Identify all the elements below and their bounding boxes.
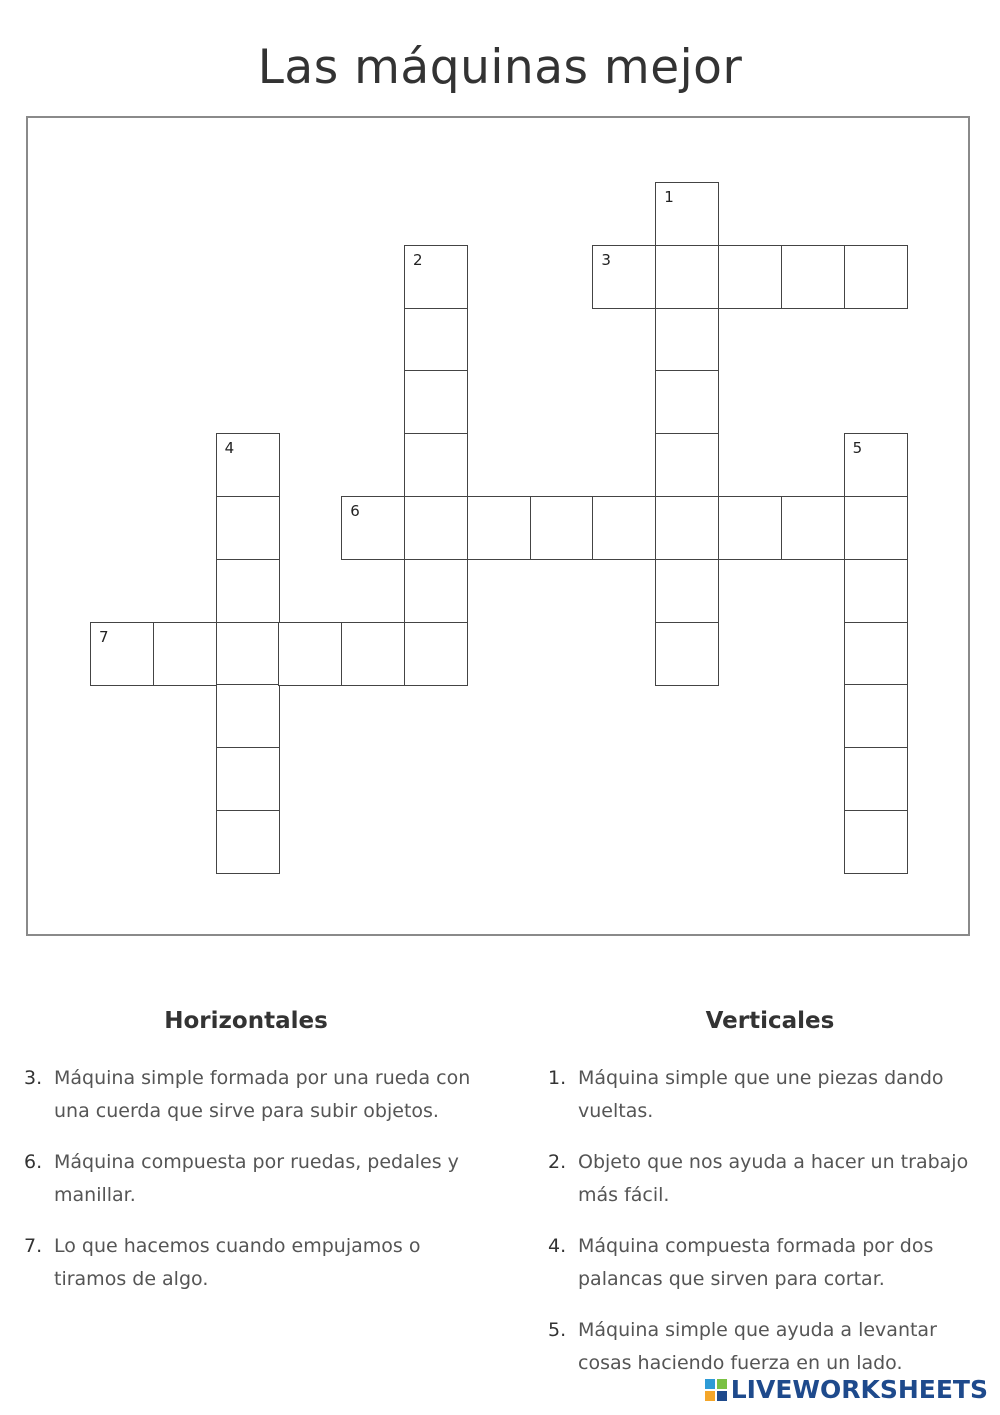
crossword-cell[interactable]	[404, 433, 468, 497]
clue-down-4	[548, 1230, 978, 1296]
clue-number: 7.	[24, 1235, 43, 1257]
cell-number: 1	[664, 188, 674, 206]
crossword-cell[interactable]	[90, 622, 154, 686]
crossword-cell[interactable]	[404, 370, 468, 434]
crossword-cell[interactable]	[781, 496, 845, 560]
crossword-letter-input[interactable]	[405, 371, 467, 433]
crossword-cell[interactable]	[404, 559, 468, 623]
crossword-cell[interactable]	[718, 496, 782, 560]
crossword-letter-input[interactable]	[405, 246, 467, 308]
crossword-cell[interactable]	[404, 496, 468, 560]
clue-number: 1.	[548, 1067, 567, 1089]
crossword-cell[interactable]	[655, 559, 719, 623]
horizontales-clue-list	[24, 1062, 474, 1314]
crossword-letter-input[interactable]	[217, 497, 279, 559]
crossword-cell[interactable]	[278, 622, 342, 686]
horizontales-heading: Horizontales	[164, 1008, 328, 1034]
crossword-cell[interactable]	[655, 308, 719, 372]
crossword-board	[26, 116, 970, 936]
crossword-cell[interactable]	[655, 182, 719, 246]
cell-number: 7	[99, 627, 109, 646]
crossword-letter-input[interactable]	[91, 623, 153, 685]
crossword-letter-input[interactable]	[656, 560, 718, 622]
crossword-letter-input[interactable]	[217, 685, 279, 747]
crossword-cell[interactable]	[844, 433, 908, 497]
crossword-cell[interactable]	[341, 622, 405, 686]
crossword-cell[interactable]	[404, 308, 468, 372]
crossword-letter-input[interactable]	[845, 434, 907, 496]
liveworksheets-logo-icon	[705, 1379, 727, 1401]
crossword-letter-input[interactable]	[656, 434, 718, 496]
crossword-cell[interactable]	[844, 622, 908, 686]
cell-number: 2	[413, 250, 423, 269]
crossword-cell[interactable]	[216, 622, 280, 686]
crossword-letter-input[interactable]	[845, 246, 907, 308]
clue-text: Máquina compuesta por ruedas, pedales y manillar.	[54, 1151, 459, 1206]
crossword-letter-input[interactable]	[719, 246, 781, 308]
crossword-cell[interactable]	[844, 559, 908, 623]
crossword-letter-input[interactable]	[405, 434, 467, 496]
crossword-letter-input[interactable]	[531, 497, 593, 559]
clue-across-6	[24, 1146, 474, 1212]
crossword-cell[interactable]	[592, 496, 656, 560]
cell-number: 5	[852, 439, 863, 458]
crossword-letter-input[interactable]	[656, 623, 718, 685]
crossword-letter-input[interactable]	[719, 497, 781, 559]
clue-across-7	[24, 1230, 474, 1296]
cell-number: 3	[601, 250, 611, 269]
crossword-letter-input[interactable]	[217, 748, 279, 810]
liveworksheets-brand	[705, 1375, 988, 1404]
crossword-letter-input[interactable]	[656, 497, 718, 559]
crossword-letter-input[interactable]	[656, 371, 718, 433]
crossword-cell[interactable]	[718, 245, 782, 309]
crossword-cell[interactable]	[655, 245, 719, 309]
crossword-cell[interactable]	[530, 496, 594, 560]
clue-down-2	[548, 1146, 978, 1212]
crossword-letter-input[interactable]	[593, 246, 655, 308]
crossword-letter-input[interactable]	[405, 497, 467, 559]
crossword-cell[interactable]	[655, 370, 719, 434]
verticales-heading: Verticales	[705, 1008, 835, 1034]
crossword-cell[interactable]	[592, 245, 656, 309]
crossword-cell[interactable]	[844, 747, 908, 811]
crossword-cell[interactable]	[844, 245, 908, 309]
crossword-letter-input[interactable]	[217, 434, 279, 496]
crossword-cell[interactable]	[404, 245, 468, 309]
clue-number: 5.	[548, 1319, 567, 1341]
clue-text: Máquina simple que une piezas dando vueltas.	[578, 1067, 944, 1122]
crossword-cell[interactable]	[404, 622, 468, 686]
page-title: Las máquinas mejor	[257, 40, 743, 95]
crossword-cell[interactable]	[216, 747, 280, 811]
clue-number: 6.	[24, 1151, 43, 1173]
crossword-cell[interactable]	[341, 496, 405, 560]
clue-number: 4.	[548, 1235, 567, 1257]
crossword-letter-input[interactable]	[405, 623, 467, 685]
cell-number: 6	[350, 502, 360, 520]
crossword-letter-input[interactable]	[217, 623, 279, 685]
crossword-cell[interactable]	[216, 684, 280, 748]
clue-down-5	[548, 1314, 978, 1380]
clue-text: Máquina simple formada por una rueda con una cuerda que sirve para subir objetos.	[54, 1067, 471, 1122]
clue-text: Lo que hacemos cuando empujamos o tiramos de algo.	[54, 1235, 421, 1290]
clue-text: Máquina compuesta formada por dos palancas que sirven para cortar.	[578, 1235, 934, 1290]
crossword-cell[interactable]	[844, 684, 908, 748]
crossword-letter-input[interactable]	[845, 685, 907, 747]
crossword-letter-input[interactable]	[782, 246, 844, 308]
crossword-cell[interactable]	[216, 559, 280, 623]
crossword-cell[interactable]	[781, 245, 845, 309]
clue-number: 2.	[548, 1151, 567, 1173]
crossword-letter-input[interactable]	[405, 560, 467, 622]
crossword-cell[interactable]	[216, 433, 280, 497]
crossword-letter-input[interactable]	[656, 246, 718, 308]
clue-text: Máquina simple que ayuda a levantar cosas haciendo fuerza en un lado.	[578, 1319, 937, 1374]
crossword-letter-input[interactable]	[593, 497, 655, 559]
crossword-letter-input[interactable]	[217, 560, 279, 622]
crossword-letter-input[interactable]	[845, 811, 907, 873]
clue-across-3	[24, 1062, 474, 1128]
crossword-letter-input[interactable]	[845, 623, 907, 685]
clue-number: 3.	[24, 1067, 43, 1089]
crossword-cell[interactable]	[153, 622, 217, 686]
clue-text: Objeto que nos ayuda a hacer un trabajo más fácil.	[578, 1151, 969, 1206]
crossword-letter-input[interactable]	[782, 497, 844, 559]
crossword-letter-input[interactable]	[468, 497, 530, 559]
crossword-cell[interactable]	[216, 810, 280, 874]
crossword-letter-input[interactable]	[342, 623, 404, 685]
crossword-letter-input[interactable]	[279, 623, 341, 685]
crossword-letter-input[interactable]	[154, 623, 216, 685]
crossword-cell[interactable]	[655, 622, 719, 686]
brand-text: LIVEWORKSHEETS	[730, 1375, 988, 1404]
crossword-letter-input[interactable]	[656, 309, 718, 371]
verticales-clue-list	[548, 1062, 978, 1398]
crossword-letter-input[interactable]	[217, 811, 279, 873]
crossword-cell[interactable]	[844, 810, 908, 874]
crossword-cell[interactable]	[844, 496, 908, 560]
crossword-cell[interactable]	[216, 496, 280, 560]
crossword-cell[interactable]	[467, 496, 531, 560]
clue-down-1	[548, 1062, 978, 1128]
crossword-letter-input[interactable]	[656, 183, 718, 245]
crossword-letter-input[interactable]	[845, 497, 907, 559]
cell-number: 4	[224, 439, 235, 458]
crossword-letter-input[interactable]	[845, 560, 907, 622]
crossword-cell[interactable]	[655, 433, 719, 497]
crossword-cell[interactable]	[655, 496, 719, 560]
crossword-letter-input[interactable]	[845, 748, 907, 810]
crossword-letter-input[interactable]	[405, 309, 467, 371]
crossword-letter-input[interactable]	[342, 497, 404, 559]
